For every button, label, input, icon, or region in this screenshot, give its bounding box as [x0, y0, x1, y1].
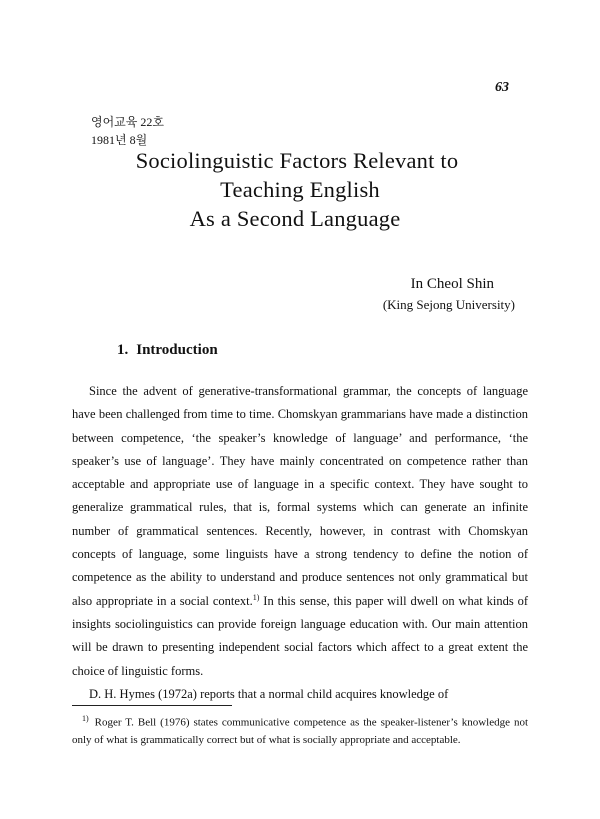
title-line-3: As a Second Language — [189, 206, 401, 231]
journal-date: 1981년 8월 — [91, 133, 148, 147]
section-title: Introduction — [136, 342, 218, 358]
journal-info — [91, 113, 164, 149]
title-line-1: Sociolinguistic Factors Relevant to — [135, 148, 459, 173]
paragraph-2: D. H. Hymes (1972a) reports that a normal child acquires knowledge of — [89, 686, 449, 701]
title-line-2: Teaching English — [220, 177, 380, 202]
footnote-marker: 1) — [82, 714, 89, 723]
section-number: 1. — [117, 342, 129, 358]
footnote-divider — [72, 705, 232, 706]
paragraph-1 — [72, 380, 528, 683]
footnote-text: Roger T. Bell (1976) states communicative competence as the speaker-listener’s knowledge not only of what is grammatically correct but of what is socially appropriate and acceptable. — [72, 716, 528, 746]
author-block — [382, 274, 515, 316]
journal-name-issue: 영어교육 22호 — [91, 115, 164, 129]
paragraph-1-main: Since the advent of generative-transformational grammar, the concepts of language have been challenged from time to time. Chomskyan grammarians have made a distinction between competence, ‘the speaker’s knowledge of language’ and performance, ‘the speaker’s use of language’. They have mainly concentrated on competence rather than acceptable and appropriate use of language in a specific context. They have sought to generalize grammatical rules, that is, formal systems which can generate an infinite number of grammatical sentences. Recently, however, in contrast with Chomskyan concepts of language, some linguists have a strong tendency to define the notion of competence as the ability to understand and produce sentences not only grammatical but also appropriate in a social context. — [72, 384, 528, 608]
section-heading — [117, 342, 218, 359]
body-text — [72, 380, 528, 706]
footnote — [72, 710, 528, 749]
author-name: In Cheol Shin — [410, 276, 494, 292]
paper-title — [0, 146, 600, 233]
paragraph-1-rest: In this sense, this paper will dwell on what kinds of insights sociolinguistics can provide foreign language education with. Our main attention will be drawn to presenting independent social factors which affect to a great extent the choice of linguistic forms. — [72, 593, 528, 678]
page-number: 63 — [495, 80, 509, 95]
author-affiliation: (King Sejong University) — [382, 297, 515, 312]
footnote-ref-1: 1) — [252, 592, 260, 602]
